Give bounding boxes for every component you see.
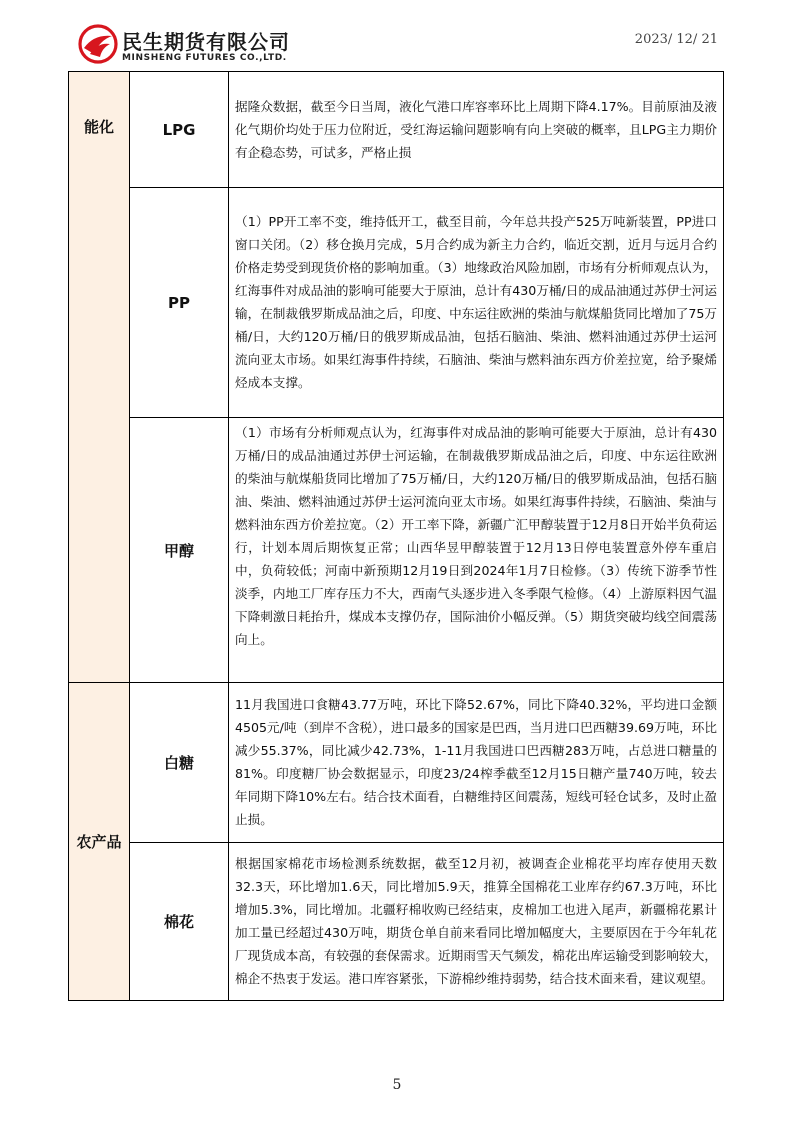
- company-name-cn: 民生期货有限公司: [122, 30, 290, 54]
- page-number: 5: [392, 1077, 402, 1093]
- table-row: [69, 418, 724, 683]
- page-header: [78, 20, 718, 72]
- analysis-cell: [229, 188, 724, 418]
- table-row: [69, 843, 724, 1001]
- category-cell: [69, 72, 130, 683]
- commodity-table: [68, 71, 724, 1001]
- product-name: 棉花: [163, 913, 194, 931]
- table-row: [69, 72, 724, 188]
- minsheng-logo-icon: [78, 24, 118, 64]
- analysis-text: 11月我国进口食糖43.77万吨，环比下降52.67%，同比下降40.32%，平均进口金额4505元/吨（到岸不含税），进口最多的国家是巴西，当月进口巴西糖39.69万吨，环比减少55.37%，同比减少42.73%，1-11月我国进口巴西糖283万吨，占总进口糖量的81%。印度糖厂协会数据显示，印度23/24榨季截至12月15日糖产量740万吨，较去年同期下降10%左右。结合技术面看，白糖维持区间震荡，短线可轻仓试多，及时止盈止损。: [235, 697, 717, 827]
- product-cell: [130, 418, 229, 683]
- analysis-text: （1）市场有分析师观点认为，红海事件对成品油的影响可能要大于原油，总计有430万桶/日的成品油通过苏伊士河运输，在制裁俄罗斯成品油之后，印度、中东运往欧洲的柴油与航煤船货同比增加了75万桶/日，大约120万桶/日的俄罗斯成品油，包括石脑油、柴油、燃料油通过苏伊士运河流向亚太市场。如果红海事件持续，石脑油、柴油与燃料油东西方价差拉宽。（2）开工率下降，新疆广汇甲醇装置于12月8日开始半负荷运行，计划本周后期恢复正常；山西华昱甲醇装置于12月13日停电装置意外停车重启中，负荷较低；河南中新预期12月19日到2024年1月7日检修。（3）传统下游季节性淡季，内地工厂库存压力不大，西南气头逐步进入冬季限气检修。（4）上游原料因气温下降刺激日耗抬升，煤成本支撑仍存，国际油价小幅反弹。（5）期货突破均线空间震荡向上。: [235, 425, 717, 647]
- analysis-cell: [229, 843, 724, 1001]
- analysis-text: （1）PP开工率不变，维持低开工，截至目前，今年总共投产525万吨新装置，PP进口窗口关闭。（2）移仓换月完成，5月合约成为新主力合约，临近交割，近月与远月合约价格走势受到现货价格的影响加重。（3）地缘政治风险加剧，市场有分析师观点认为，红海事件对成品油的影响可能要大于原油，总计有430万桶/日的成品油通过苏伊士河运输，在制裁俄罗斯成品油之后，印度、中东运往欧洲的柴油与航煤船货同比增加了75万桶/日，大约120万桶/日的俄罗斯成品油，包括石脑油、柴油、燃料油通过苏伊士运河流向亚太市场。如果红海事件持续，石脑油、柴油与燃料油东西方价差拉宽，给予聚烯烃成本支撑。: [235, 214, 717, 390]
- report-date: 2023/ 12/ 21: [634, 32, 718, 47]
- category-label: 能化: [83, 118, 114, 136]
- analysis-cell: [229, 418, 724, 683]
- product-cell: [130, 188, 229, 418]
- analysis-text: 根据国家棉花市场检测系统数据，截至12月初，被调查企业棉花平均库存使用天数32.3天，环比增加1.6天，同比增加5.9天，推算全国棉花工业库存约67.3万吨，环比增加5.3%，同比增加。北疆籽棉收购已经结束，皮棉加工也进入尾声，新疆棉花累计加工量已经超过430万吨，期货仓单自前来看同比增加幅度大，主要原因在于今年轧花厂现货成本高，有较强的套保需求。近期雨雪天气频发，棉花出库运输受到影响较大，棉企不热衷于发运。港口库容紧张，下游棉纱维持弱势，结合技术面来看，建议观望。: [235, 856, 717, 986]
- category-cell: [69, 683, 130, 1001]
- product-cell: [130, 843, 229, 1001]
- product-cell: [130, 683, 229, 843]
- company-name-en: MINSHENG FUTURES CO.,LTD.: [122, 53, 287, 63]
- table-row: [69, 188, 724, 418]
- product-name: PP: [168, 293, 190, 312]
- category-label: 农产品: [76, 833, 122, 851]
- product-name: 白糖: [163, 754, 194, 772]
- analysis-text: 据隆众数据，截至今日当周，液化气港口库容率环比上周期下降4.17%。目前原油及液化气期价均处于压力位附近，受红海运输问题影响有向上突破的概率，且LPG主力期价有企稳态势，可试多，严格止损: [235, 98, 717, 160]
- analysis-cell: [229, 683, 724, 843]
- product-name: LPG: [162, 120, 196, 139]
- product-name: 甲醇: [163, 541, 194, 560]
- product-cell: [130, 72, 229, 188]
- table-row: [69, 683, 724, 843]
- analysis-cell: [229, 72, 724, 188]
